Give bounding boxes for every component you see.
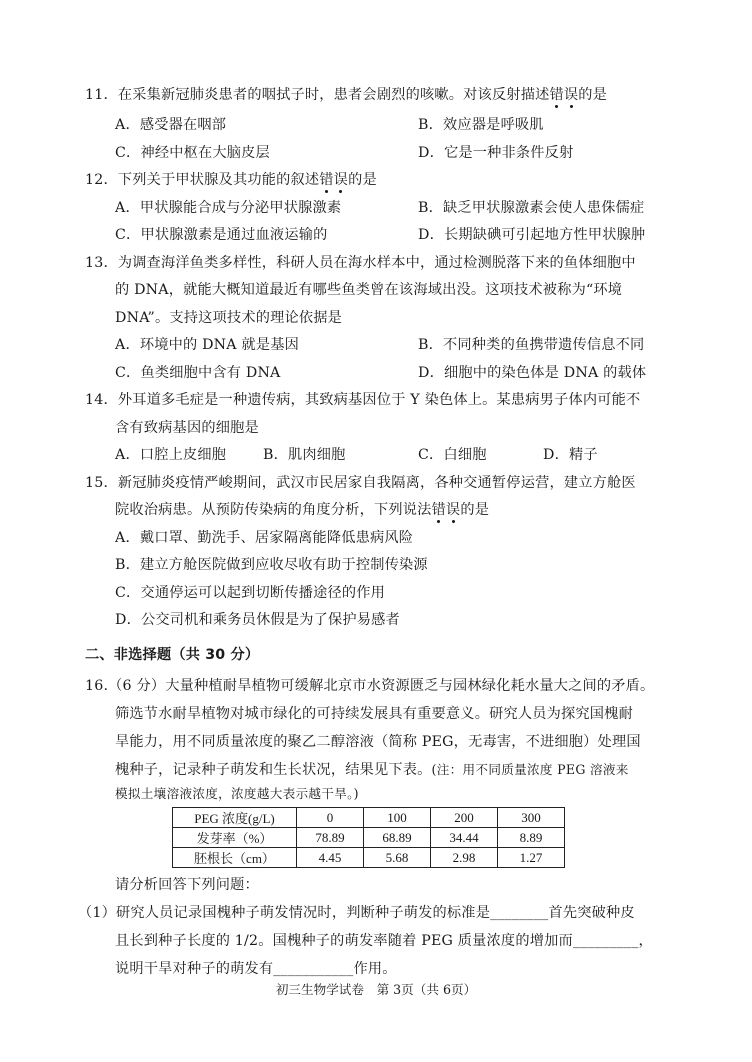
q16-note-line2: 模拟土壤溶液浓度，浓度越大表示越干旱。) bbox=[115, 786, 359, 801]
q14-line2: 含有致病基因的细胞是 bbox=[115, 420, 259, 436]
table-cell: 1.27 bbox=[498, 848, 565, 868]
section-title: 二、非选择题（共 30 分） bbox=[85, 647, 260, 663]
emphasis-dot-char: 错 bbox=[319, 172, 334, 188]
emphasis-dot-char: 误 bbox=[445, 502, 461, 518]
q14-option-b: B．肌肉细胞 bbox=[263, 447, 346, 463]
q14-line1: 14．外耳道多毛症是一种遗传病，其致病基因位于 Y 染色体上。某患病男子体内可能不 bbox=[85, 392, 641, 408]
q11-option-b: B．效应器是呼吸肌 bbox=[418, 117, 544, 133]
table-header-row bbox=[173, 808, 565, 828]
q14-option-a: A．口腔上皮细胞 bbox=[115, 447, 227, 463]
q16-sub1-line3: 说明干旱对种子的萌发有___________作用。 bbox=[115, 961, 397, 977]
table-header-cell: PEG 浓度(g/L) bbox=[173, 808, 297, 828]
q14-option-d: D．精子 bbox=[543, 447, 598, 463]
emphasis-dot-char: 错 bbox=[431, 502, 446, 518]
page-footer: 初三生物学试卷 第 3页（共 6页） bbox=[275, 982, 477, 997]
q11-stem: 11．在采集新冠肺炎患者的咽拭子时，患者会剧烈的咳嗽。对该反射描述错误的是 bbox=[85, 87, 608, 103]
q12-stem: 12．下列关于甲状腺及其功能的叙述错误的是 bbox=[85, 172, 377, 188]
q15-option-d: D．公交司机和乘务员休假是为了保护易感者 bbox=[115, 612, 400, 628]
table-row-label: 发芽率（%） bbox=[173, 828, 297, 848]
q13-option-b: B．不同种类的鱼携带遗传信息不同 bbox=[418, 337, 645, 353]
q16-line2: 筛选节水耐旱植物对城市绿化的可持续发展具有重要意义。研究人员为探究国槐耐 bbox=[115, 706, 633, 722]
q15-line1: 15．新冠肺炎疫情严峻期间，武汉市民居家自我隔离，各种交通暂停运营，建立方舱医 bbox=[85, 475, 636, 491]
q12-option-c: C．甲状腺激素是通过血液运输的 bbox=[115, 227, 328, 243]
q16-prompt: 请分析回答下列问题： bbox=[115, 877, 259, 893]
table-header-cell: 100 bbox=[364, 808, 431, 828]
q13-option-c: C．鱼类细胞中含有 DNA bbox=[115, 365, 281, 381]
q13-option-a: A．环境中的 DNA 就是基因 bbox=[115, 337, 299, 353]
q13-option-d: D．细胞中的染色体是 DNA 的载体 bbox=[418, 365, 647, 381]
table-cell: 8.89 bbox=[498, 828, 565, 848]
table-cell: 68.89 bbox=[364, 828, 431, 848]
table-row bbox=[173, 828, 565, 848]
q15-option-b: B．建立方舱医院做到应收尽收有助于控制传染源 bbox=[115, 557, 428, 573]
q12-option-a: A．甲状腺能合成与分泌甲状腺激素 bbox=[115, 200, 342, 216]
q11-option-c: C．神经中枢在大脑皮层 bbox=[115, 145, 270, 161]
q16-note: (注：用不同质量浓度 PEG 溶液来 bbox=[431, 762, 629, 777]
q11-option-d: D．它是一种非条件反射 bbox=[418, 145, 574, 161]
q13-line2: 的 DNA，就能大概知道最近有哪些鱼类曾在该海域出没。这项技术被称为“环境 bbox=[115, 282, 623, 298]
q13-line3: DNA”。支持这项技术的理论依据是 bbox=[115, 310, 343, 326]
table-cell: 5.68 bbox=[364, 848, 431, 868]
emphasis-dot-char: 误 bbox=[563, 87, 579, 103]
q13-line1: 13．为调查海洋鱼类多样性，科研人员在海水样本中，通过检测脱落下来的鱼体细胞中 bbox=[85, 255, 636, 271]
emphasis-dot-char: 误 bbox=[333, 172, 349, 188]
table-row bbox=[173, 848, 565, 868]
table-header-cell: 300 bbox=[498, 808, 565, 828]
q11-option-a: A．感受器在咽部 bbox=[115, 117, 227, 133]
table-cell: 34.44 bbox=[431, 828, 498, 848]
q15-option-a: A．戴口罩、勤洗手、居家隔离能降低患病风险 bbox=[115, 530, 414, 546]
q16-line4: 槐种子，记录种子萌发和生长状况，结果见下表。(注：用不同质量浓度 PEG 溶液来 bbox=[115, 762, 629, 778]
table-header-cell: 200 bbox=[431, 808, 498, 828]
table-cell: 78.89 bbox=[297, 828, 364, 848]
q16-line1: 16.（6 分）大量种植耐旱植物可缓解北京市水资源匮乏与园林绿化耗水量大之间的矛盾。 bbox=[85, 678, 655, 694]
q12-option-d: D．长期缺碘可引起地方性甲状腺肿 bbox=[418, 227, 646, 243]
q16-sub1-line1: （1）研究人员记录国槐种子萌发情况时，判断种子萌发的标准是________首先突破种皮 bbox=[78, 905, 635, 921]
q16-line3: 旱能力，用不同质量浓度的聚乙二醇溶液（简称 PEG，无毒害，不进细胞）处理国 bbox=[115, 734, 641, 750]
emphasis-dot-char: 错 bbox=[549, 87, 564, 103]
table-cell: 4.45 bbox=[297, 848, 364, 868]
table-cell: 2.98 bbox=[431, 848, 498, 868]
table-header-cell: 0 bbox=[297, 808, 364, 828]
q16-sub1-line2: 且长到种子长度的 1/2。国槐种子的萌发率随着 PEG 质量浓度的增加而_________， bbox=[115, 933, 653, 949]
q14-option-c: C．白细胞 bbox=[418, 447, 487, 463]
peg-results-table bbox=[172, 807, 565, 868]
q12-option-b: B．缺乏甲状腺激素会使人患侏儒症 bbox=[418, 200, 645, 216]
table-row-label: 胚根长（cm） bbox=[173, 848, 297, 868]
q15-option-c: C．交通停运可以起到切断传播途径的作用 bbox=[115, 585, 386, 601]
q15-line2: 院收治病患。从预防传染病的角度分析，下列说法错误的是 bbox=[115, 502, 490, 518]
